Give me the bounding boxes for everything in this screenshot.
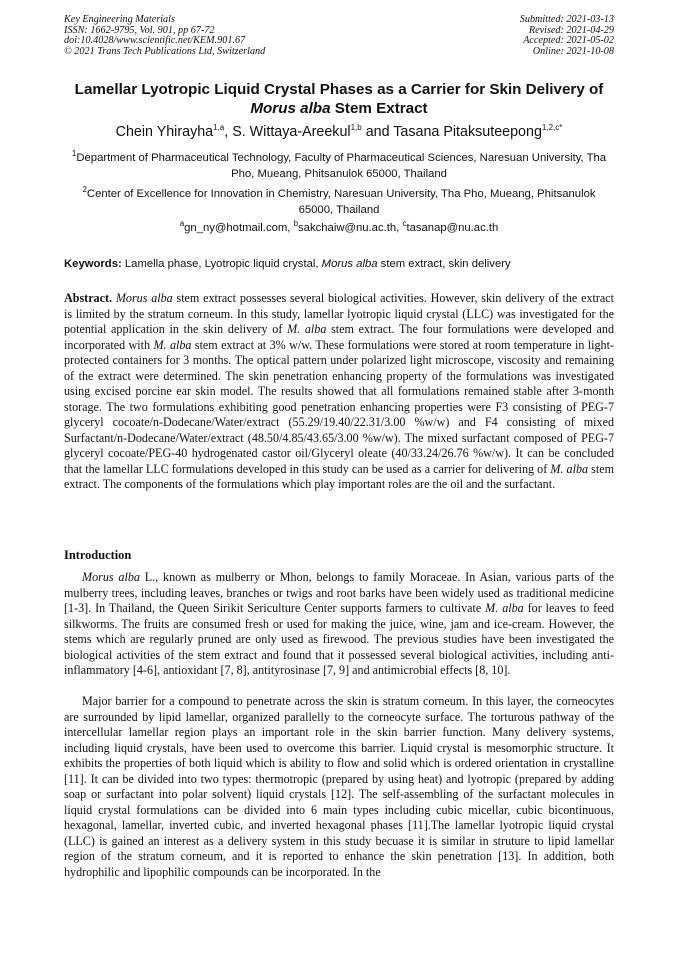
author-separator: , [224, 124, 233, 140]
intro-text: for leaves to feed silkworms. The fruits are consumed fresh or used for making the juice, wine, jam and ice-cream. However, the stems which are regularly pruned are only used as firewood. The previous studies have been investigated the biological activities of the stem extract and found that it possessed several biological activities, including anti-inflammatory [4-6], antioxidant [7, 8], antityrosinase [7, 9] and antimicrobial effects [8, 10]. [64, 601, 614, 677]
affiliation-2-text: Center of Excellence for Innovation in Chemistry, Naresuan University, Tha Pho, Mueang, Phitsanulok 65000, Thailand [86, 188, 596, 216]
doi-line: doi:10.4028/www.scientific.net/KEM.901.67 [64, 35, 246, 47]
paper-title [40, 80, 638, 118]
abstract-text: stem extract. The four formulations were developed and incorporated with [64, 322, 614, 352]
abstract-species: M. alba [153, 337, 192, 352]
introduction-heading: Introduction [64, 548, 132, 562]
abstract-label: Abstract. [64, 291, 113, 305]
introduction-paragraph-1 [64, 570, 614, 679]
title-species: Morus alba [250, 100, 331, 117]
submission-dates [520, 15, 614, 57]
author-1-affiliation: 1,a [213, 123, 225, 133]
email-a: gn_ny@hotmail.com, [184, 222, 294, 234]
keywords-text-end: stem extract, skin delivery [377, 258, 511, 270]
affiliation-2-marker: 2 [82, 185, 87, 195]
abstract-text: stem extract at 3% w/w. These formulations were stored at room temperature in light-protected containers for 3 months. The optical pattern under polarized light microscope, viscosity and remaining of the extract were determined. The skin penetration enhancing property of the formulations was investigated using excised porcine ear skin model. The results showed that all formulations remained stable after 3-month storage. The two formulations exhibiting good penetration enhancing properties were F3 consisting of PEG-7 glyceryl cocoate/n-Dodecane/Water/extract (55.29/19.40/22.31/3.00 %w/w) and F4 consisting of mixed Surfactant/n-Dodecane/Water/extract (48.50/4.85/43.65/3.00 %w/w). The mixed surfactant composed of PEG-7 glyceryl cocoate/PEG-40 hydrogenated castor oil/Glyceryl oleate (40/33.24/26.76 %w/w). It can be concluded that the lamellar LLC formulations developed in this study can be used as a carrier for delivering of [64, 337, 614, 476]
email-b-marker: b [293, 219, 299, 229]
journal-info [64, 15, 265, 57]
abstract [64, 291, 614, 493]
keywords-text: Lamella phase, Lyotropic liquid crystal, [121, 258, 322, 270]
keywords-label: Keywords: [64, 258, 122, 270]
copyright-line: © 2021 Trans Tech Publications Ltd, Switzerland [64, 45, 266, 57]
title-line-1: Lamellar Lyotropic Liquid Crystal Phases as a Carrier for Skin Delivery of [74, 81, 604, 98]
author-2: S. Wittaya-Areekul [232, 124, 351, 140]
abstract-text: stem extract possesses several biological activities. However, skin delivery of the extract is limited by the stratum corneum. In this study, lamellar lyotropic liquid crystal (LLC) was investigated for the potential application in the skin delivery of [64, 291, 614, 336]
affiliation-1-marker: 1 [71, 149, 77, 159]
revised-date: Revised: 2021-04-29 [528, 24, 614, 36]
email-c-marker: c [402, 219, 407, 229]
intro-text: Major barrier for a compound to penetrate across the skin is stratum corneum. In this layer, the corneocytes are surrounded by lipid lamellar, organized parallelly to the corneocyte surface. The torturous pathway of the intercellular lamellar region plays an important role in the skin barrier function. Many delivery systems, including liquid crystals, have been used to overcome this barrier. Liquid crystal is mesomorphic structure. It exhibits the properties of both liquid which is ability to flow and solid which is ordered orientation in crystalline [11]. It can be divided into two types: thermotropic (prepared by using heat) and lyotropic (prepared by adding soap or surfactant into polar solvent) liquid crystals [12]. The self-assembling of the surfactant molecules in liquid crystal formulations can be divided into 6 main types including cubic micellar, cubic bicontinuous, hexagonal, lamellar, inverted cubic, and inverted hexagonal phases [11].The lamellar lyotropic liquid crystal (LLC) is gained an interest as a delivery system in this study becuase it is similar in struture to lipid lamellar region of the stratum corneum, and it is reported to enhance the skin penetration [13]. In addition, both hydrophilic and lipophilic compounds can be incorporated. In the [64, 694, 614, 879]
intro-species: Morus alba [82, 570, 140, 584]
affiliation-1 [70, 150, 608, 182]
author-separator: and [361, 124, 394, 140]
author-emails [40, 220, 638, 236]
issn-line: ISSN: 1662-9795, Vol. 901, pp 67-72 [64, 24, 215, 36]
author-2-affiliation: 1,b [350, 123, 362, 133]
author-3: Tasana Pitaksuteepong [393, 124, 542, 140]
introduction-paragraph-2 [64, 694, 614, 880]
accepted-date: Accepted: 2021-05-02 [523, 35, 614, 47]
author-1: Chein Yhirayha [115, 124, 214, 140]
email-a-marker: a [179, 219, 185, 229]
email-b: sakchaiw@nu.ac.th, [298, 222, 403, 234]
author-list [40, 123, 638, 141]
email-c: tasanap@nu.ac.th [406, 222, 499, 234]
abstract-species: Morus alba [112, 291, 173, 305]
keywords-line [64, 256, 624, 272]
affiliation-1-text: Department of Pharmaceutical Technology, Faculty of Pharmaceutical Sciences, Naresuan University, Tha Pho, Mueang, Phitsanulok 65000, Thailand [76, 152, 607, 180]
affiliation-2 [70, 186, 608, 218]
author-3-affiliation: 1,2,c* [541, 123, 563, 133]
abstract-species: M. alba [287, 322, 327, 336]
abstract-species: M. alba [550, 461, 589, 476]
journal-name: Key Engineering Materials [64, 14, 175, 25]
abstract-text: stem extract. The components of the formulations which play important roles are the oil and the surfactant. [64, 461, 614, 491]
intro-text: L., known as mulberry or Mhon, belongs to family Moraceae. In Asian, various parts of the mulberry trees, including leaves, branches or twigs and root barks have been widely used as traditional medicine [1-3]. In Thailand, the Queen Sirikit Sericulture Center supports farmers to cultivate [64, 570, 614, 615]
submitted-date: Submitted: 2021-03-13 [519, 14, 614, 25]
online-date: Online: 2021-10-08 [532, 45, 614, 57]
title-line-2: Stem Extract [330, 100, 428, 117]
intro-species: M. alba [485, 601, 524, 615]
keywords-species: Morus alba [321, 258, 378, 270]
